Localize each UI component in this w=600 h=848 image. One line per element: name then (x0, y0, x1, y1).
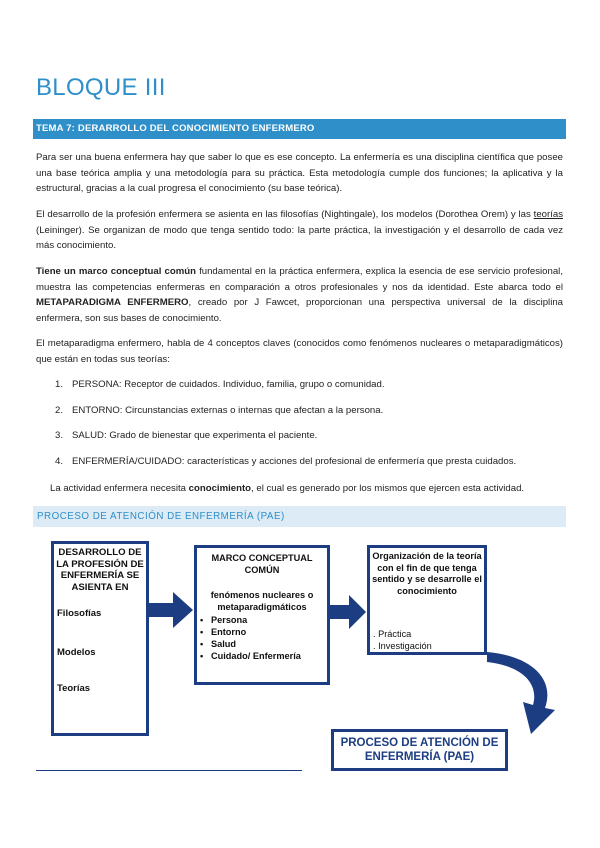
list-item-number: 4. (55, 456, 64, 468)
list-item-text: ENFERMERÍA/CUIDADO: características y acciones del profesional de enfermería que presta cuidados. (72, 456, 517, 468)
list-item (55, 404, 555, 430)
list-item (55, 378, 555, 404)
list-item-number: 2. (55, 404, 64, 416)
list-item (200, 626, 301, 638)
box-desarrollo-item-modelos: Modelos (57, 647, 96, 658)
list-item-text: SALUD: Grado de bienestar que experimenta el paciente. (72, 430, 318, 442)
curved-arrow-down-icon (485, 648, 560, 736)
box-organizacion-list (373, 628, 432, 652)
concepts-list (55, 378, 555, 481)
paragraph-intro: Para ser una buena enfermera hay que saber lo que es ese concepto. La enfermería es una disciplina científica que posee una base teórica amplia y una metodología para su práctica. Esta metodología cumple dos funciones; la aplicativa y la estructural, gracias a la cual progresa el conocimiento (su base teórica). (36, 152, 563, 194)
marco-conceptual-bold: Tiene un marco conceptual común (36, 266, 196, 277)
paragraph-metaparadigma: El metaparadigma enfermero, habla de 4 conceptos claves (conocidos como fenómenos nucleares o metaparadigmáticos) que están en todas sus teorías: (36, 338, 563, 365)
section-heading-pae: PROCESO DE ATENCIÓN DE ENFERMERÍA (PAE) (33, 506, 566, 527)
paragraph-marco-conceptual (36, 264, 563, 326)
metaparadigma-bold: METAPARADIGMA ENFERMERO (36, 297, 189, 308)
list-item (200, 638, 301, 650)
actividad-text-b: , el cual es generado por los mismos que ejercen esta actividad. (251, 483, 525, 494)
box-pae-text: PROCESO DE ATENCIÓN DE ENFERMERÍA (PAE) (340, 737, 499, 763)
box-marco-heading: MARCO CONCEPTUAL COMÚN (211, 553, 313, 575)
list-item: . Práctica (373, 629, 412, 639)
box-marco-subheading: fenómenos nucleares o metaparadigmáticos (210, 590, 314, 612)
list-item-number: 1. (55, 379, 64, 390)
paragraph-desarrollo-text-b: (Leininger). Se organizan de modo que tenga sentido todo: la parte práctica, la investigación y el desarrollo de cada vez más conocimiento. (36, 224, 563, 251)
list-item (200, 614, 301, 626)
box-desarrollo-item-filosofias: Filosofías (57, 608, 102, 619)
arrow-right-icon (330, 592, 367, 632)
actividad-text-a: La actividad enfermera necesita (50, 483, 189, 494)
section-heading-tema-7: TEMA 7: DERARROLLO DEL CONOCIMIENTO ENFERMERO (33, 119, 566, 139)
box-pae (331, 729, 508, 771)
list-item: . Investigación (373, 641, 432, 651)
box-organizacion-heading: Organización de la teoría con el fin de que tenga sentido y se desarrolle el conocimiento (372, 551, 482, 596)
paragraph-desarrollo-text-a: El desarrollo de la profesión enfermera se asienta en las filosofías (Nightingale), los modelos (Dorothea Orem) y las (36, 209, 534, 220)
marco-conceptual-text-b: , creado por J Fawcet, proporcionan una perspectiva universal de la disciplina enfermera, son sus bases de conocimiento. (36, 297, 563, 324)
bullet-icon: • (200, 615, 204, 625)
list-item (200, 650, 301, 662)
list-item (55, 429, 555, 455)
page-title: BLOQUE III (36, 74, 166, 101)
list-item-text: Salud (211, 639, 237, 649)
list-item-number: 3. (55, 430, 64, 442)
list-item (55, 455, 555, 481)
box-marco-conceptual (194, 545, 330, 685)
arrow-right-icon (149, 588, 194, 632)
paragraph-actividad (50, 481, 563, 497)
paragraph-desarrollo (36, 207, 563, 254)
list-item-text: Cuidado/ Enfermería (211, 651, 301, 661)
box-desarrollo-heading: DESARROLLO DE LA PROFESIÓN DE ENFERMERÍA SE ASIENTA EN (56, 547, 144, 593)
bullet-icon: • (200, 627, 204, 637)
box-desarrollo-item-teorias: Teorías (57, 683, 91, 694)
horizontal-divider (36, 770, 302, 771)
conocimiento-bold: conocimiento (188, 483, 252, 494)
list-item-text: Entorno (211, 627, 247, 637)
list-item-text: ENTORNO: Circunstancias externas o internas que afectan a la persona. (72, 404, 384, 416)
box-marco-list (200, 614, 301, 662)
bullet-icon: • (200, 651, 204, 661)
list-item-text: PERSONA: Receptor de cuidados. Individuo, familia, grupo o comunidad. (72, 379, 385, 390)
list-item-text: Persona (211, 615, 248, 625)
bullet-icon: • (200, 639, 204, 649)
marco-conceptual-text-a: fundamental en la práctica enfermera, explica la esencia de ese servicio profesional, muestra las competencias enfermeras en comparación a otros profesionales y nos da identidad. Este abarca todo el (36, 266, 563, 293)
box-desarrollo-profesion (51, 541, 149, 736)
teorias-underlined: teorías (533, 209, 563, 220)
box-organizacion-teoria (367, 545, 487, 655)
